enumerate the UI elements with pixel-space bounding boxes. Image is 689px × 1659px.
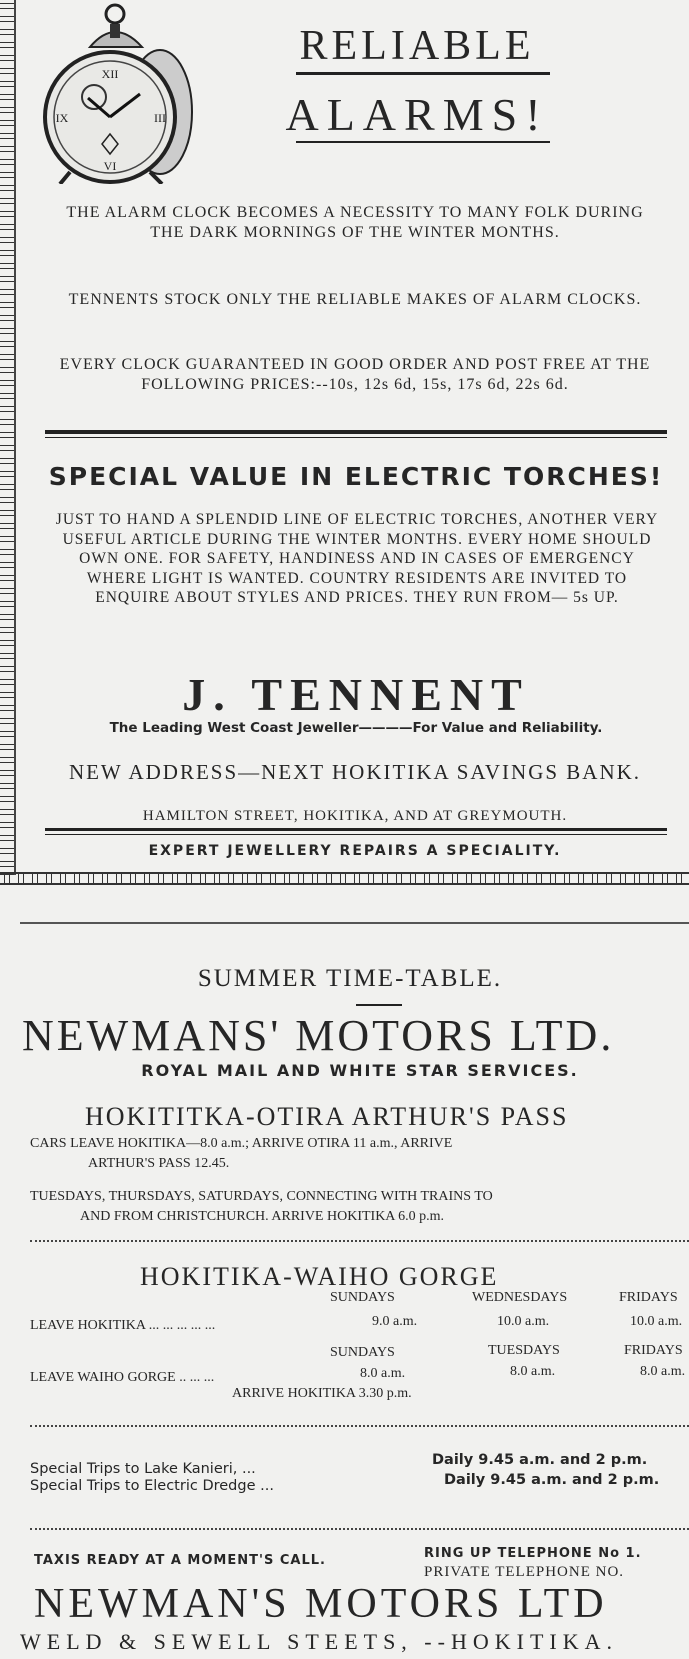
section-rule-top [45,430,667,434]
jeweller-tagline: The Leading West Coast Jeweller————For Value and Reliability. [109,720,603,736]
route-otira-line-4: AND FROM CHRISTCHURCH. ARRIVE HOKITIKA 6.0 p.m. [80,1209,445,1224]
row2-col2-head: TUESDAYS [488,1343,560,1358]
headline-rule-lower [296,141,550,143]
svg-text:IX: IX [55,111,69,125]
row1-col1: 9.0 a.m. [372,1314,418,1329]
headline-reliable: RELIABLE [299,23,535,69]
repairs-notice: EXPERT JEWELLERY REPAIRS A SPECIALITY. [148,843,562,859]
row2-col3: 8.0 a.m. [640,1364,686,1379]
headline-alarms: ALARMS! [285,89,549,140]
advert-separator [20,922,689,924]
route-otira-line-2: ARTHUR'S PASS 12.45. [88,1156,230,1171]
new-address: NEW ADDRESS—NEXT HOKITIKA SAVINGS BANK. [68,760,642,784]
jeweller-name: J. TENNENT [182,669,530,720]
row1-col3: 10.0 a.m. [630,1314,683,1329]
route-otira-line-3: TUESDAYS, THURSDAYS, SATURDAYS, CONNECTING WITH TRAINS TO [30,1189,493,1204]
dotted-divider-2 [30,1425,689,1427]
footer-address: WELD & SEWELL STEETS, --HOKITIKA. [20,1629,618,1654]
section-rule-bottom-thin [45,834,667,835]
services-subheading: ROYAL MAIL AND WHITE STAR SERVICES. [141,1061,579,1080]
row2-col2: 8.0 a.m. [510,1364,556,1379]
trip-kanieri-label: Special Trips to Lake Kanieri, ... [30,1461,256,1477]
ornamental-border-left [0,0,16,875]
section-rule-bottom [45,828,667,831]
alarm-paragraph-2: TENNENTS STOCK ONLY THE RELIABLE MAKES OF ALARM CLOCKS. [68,291,642,308]
dotted-divider-1 [30,1240,689,1242]
row1-col3-head: FRIDAYS [619,1290,678,1305]
row2-col1: 8.0 a.m. [360,1366,406,1381]
trip-kanieri-time: Daily 9.45 a.m. and 2 p.m. [432,1452,648,1468]
row1-col2: 10.0 a.m. [497,1314,550,1329]
route-otira-line-1: CARS LEAVE HOKITIKA—8.0 a.m.; ARRIVE OTIRA 11 a.m., ARRIVE [30,1136,453,1151]
svg-text:III: III [154,111,166,125]
heading-dash [356,1004,402,1006]
ring-up-telephone: RING UP TELEPHONE No 1. [424,1546,642,1561]
route-otira-title: HOKITITKA-OTIRA ARTHUR'S PASS [85,1102,569,1131]
private-telephone: PRIVATE TELEPHONE NO. [424,1564,625,1580]
taxis-notice: TAXIS READY AT A MOMENT'S CALL. [34,1553,326,1568]
row1-label: LEAVE HOKITIKA ... ... ... ... ... [30,1318,216,1333]
svg-text:XII: XII [101,67,119,81]
route-waiho-title: HOKITIKA-WAIHO GORGE [140,1262,499,1291]
row2-label: LEAVE WAIHO GORGE .. ... ... [30,1370,215,1385]
row2-col1-head: SUNDAYS [330,1345,395,1360]
row2-col3-head: FRIDAYS [624,1343,683,1358]
motors-company-name: NEWMANS' MOTORS LTD. [22,1011,615,1060]
footer-company-name: NEWMAN'S MOTORS LTD [34,1581,608,1627]
alarm-paragraph-3: EVERY CLOCK GUARANTEED IN GOOD ORDER AND POST FREE AT THE FOLLOWING PRICES:--10s, 12s 6d, 15s, 17s 6d, 22s 6d. [59,356,651,393]
row1-col1-head: SUNDAYS [330,1290,395,1305]
svg-text:VI: VI [103,159,117,173]
trip-dredge-label: Special Trips to Electric Dredge ... [30,1478,274,1494]
timetable-heading: SUMMER TIME-TABLE. [197,965,503,992]
row1-col2-head: WEDNESDAYS [472,1290,568,1305]
street-address: HAMILTON STREET, HOKITIKA, AND AT GREYMOUTH. [142,808,568,824]
dotted-divider-3 [30,1528,689,1530]
torch-description: JUST TO HAND A SPLENDID LINE OF ELECTRIC TORCHES, ANOTHER VERY USEFUL ARTICLE DURING THE WINTER MONTHS. EVERY HOME SHOULD OWN ONE. FOR SAFETY, HANDINESS AND IN CASES OF EMERGENCY WHERE LIGHT IS WANTED. COUNTRY RESIDENTS ARE INVITED TO ENQUIRE ABOUT STYLES AND PRICES. THEY RUN FROM— 5s UP. [55,511,659,606]
alarm-clock-icon [30,2,195,184]
alarm-paragraph-1: THE ALARM CLOCK BECOMES A NECESSITY TO MANY FOLK DURING THE DARK MORNINGS OF THE WINTER MONTHS. [66,204,644,241]
trip-dredge-time: Daily 9.45 a.m. and 2 p.m. [444,1472,660,1488]
section-rule-top-thin [45,437,667,438]
ornamental-border-bottom [0,872,689,885]
torch-heading: SPECIAL VALUE IN ELECTRIC TORCHES! [48,462,664,491]
arrive-hokitika: ARRIVE HOKITIKA 3.30 p.m. [232,1386,412,1401]
headline-rule [296,72,550,75]
